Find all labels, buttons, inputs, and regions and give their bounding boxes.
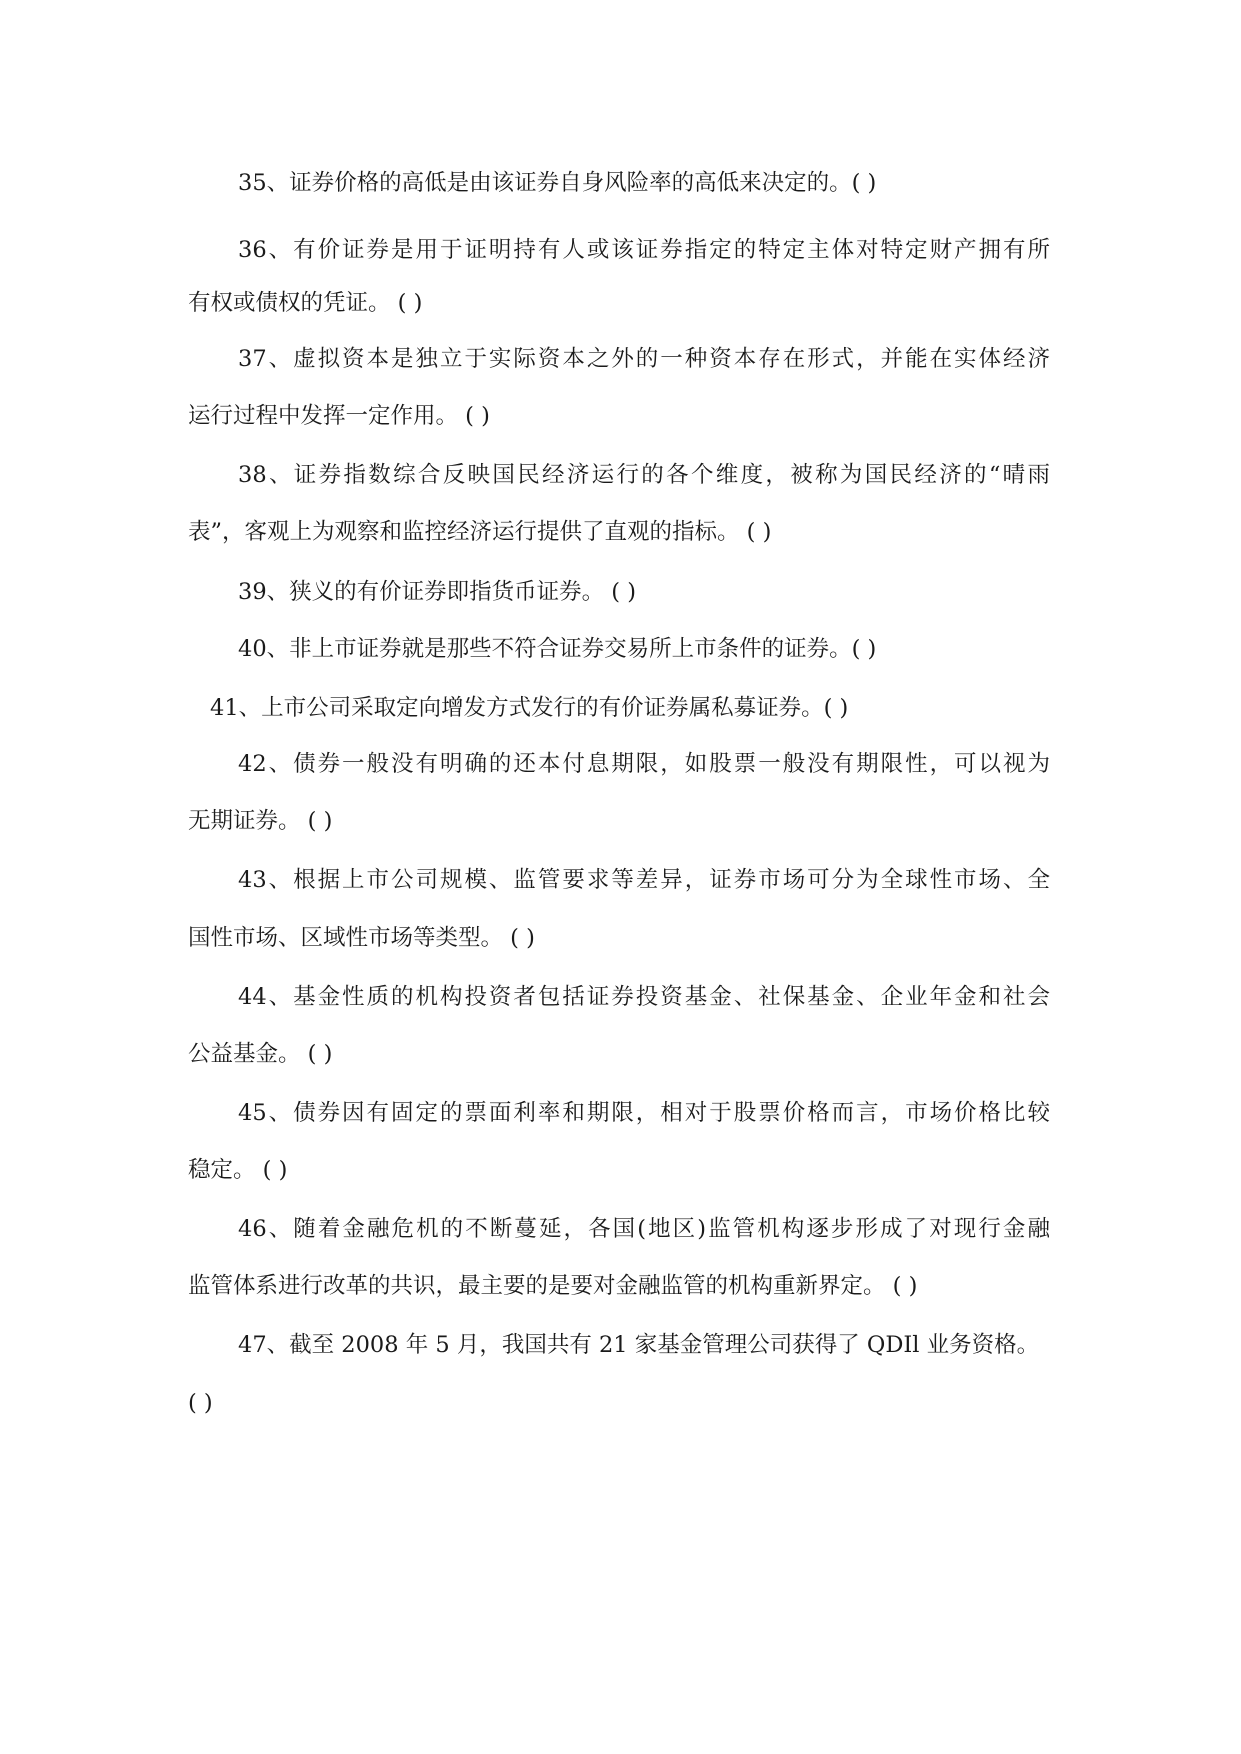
question-47-line-2: ( ) [188, 1390, 213, 1416]
question-38-line-1: 38、证券指数综合反映国民经济运行的各个维度，被称为国民经济的“晴雨 [238, 462, 1050, 488]
question-40-line-1: 40、非上市证券就是那些不符合证券交易所上市条件的证券。( ) [238, 636, 877, 662]
question-42-line-2: 无期证券。 ( ) [188, 808, 333, 834]
question-46-line-1: 46、随着金融危机的不断蔓延，各国(地区)监管机构逐步形成了对现行金融 [238, 1216, 1050, 1242]
question-39-line-1: 39、狭义的有价证券即指货币证券。 ( ) [238, 579, 636, 605]
question-47-line-1: 47、截至 2008 年 5 月，我国共有 21 家基金管理公司获得了 QDIl 业务资格。 [238, 1332, 1040, 1358]
question-42-line-1: 42、债券一般没有明确的还本付息期限，如股票一般没有期限性，可以视为 [238, 751, 1050, 777]
question-46-line-2: 监管体系进行改革的共识，最主要的是要对金融监管的机构重新界定。 ( ) [188, 1273, 918, 1299]
question-44-line-2: 公益基金。 ( ) [188, 1041, 333, 1067]
question-45-line-1: 45、债券因有固定的票面利率和期限，相对于股票价格而言，市场价格比较 [238, 1100, 1050, 1126]
question-37-line-2: 运行过程中发挥一定作用。 ( ) [188, 403, 490, 429]
question-43-line-1: 43、根据上市公司规模、监管要求等差异，证券市场可分为全球性市场、全 [238, 867, 1050, 893]
question-36-line-1: 36、有价证券是用于证明持有人或该证券指定的特定主体对特定财产拥有所 [238, 237, 1050, 263]
question-41-line-1: 41、上市公司采取定向增发方式发行的有价证券属私募证券。( ) [210, 695, 849, 721]
question-35-line-1: 35、证券价格的高低是由该证券自身风险率的高低来决定的。( ) [238, 170, 877, 196]
question-38-line-2: 表”，客观上为观察和监控经济运行提供了直观的指标。 ( ) [188, 519, 772, 545]
question-36-line-2: 有权或债权的凭证。 ( ) [188, 290, 423, 316]
question-44-line-1: 44、基金性质的机构投资者包括证券投资基金、社保基金、企业年金和社会 [238, 984, 1050, 1010]
question-45-line-2: 稳定。 ( ) [188, 1157, 288, 1183]
question-37-line-1: 37、虚拟资本是独立于实际资本之外的一种资本存在形式，并能在实体经济 [238, 346, 1050, 372]
question-43-line-2: 国性市场、区域性市场等类型。 ( ) [188, 925, 535, 951]
